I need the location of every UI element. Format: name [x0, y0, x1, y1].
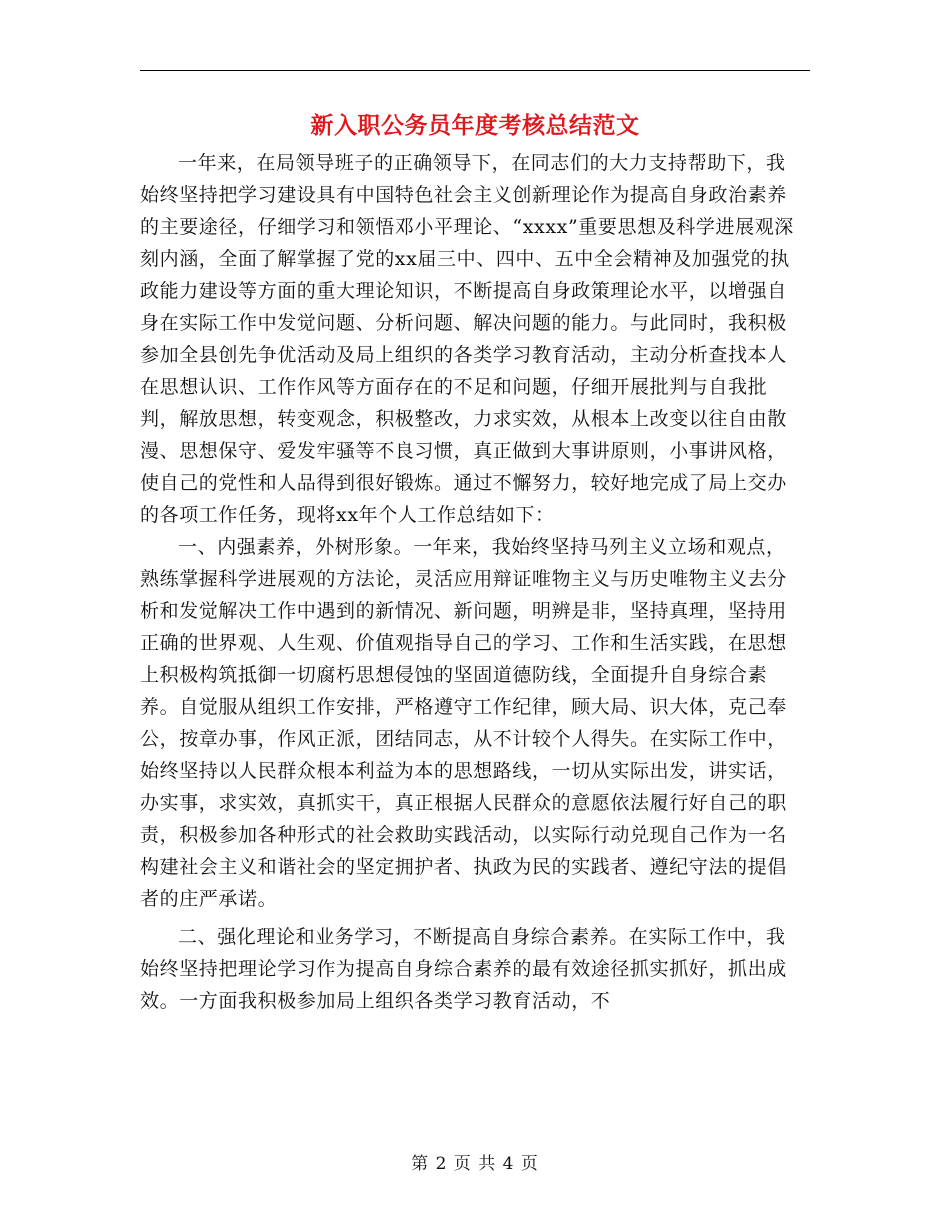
- document-title: 新入职公务员年度考核总结范文: [310, 112, 640, 139]
- header-rule: [140, 70, 810, 71]
- page-footer: 第 2 页 共 4 页: [411, 1154, 539, 1174]
- paragraph-section-1: 一、内强素养，外树形象。一年来，我始终坚持马列主义立场和观点，熟练掌握科学进展观的方法论，灵活应用辩证唯物主义与历史唯物主义去分析和发觉解决工作中遇到的新情况、新问题，明辨是非，坚持真理，坚持用正确的世界观、人生观、价值观指导自己的学习、工作和生活实践，在思想上积极构筑抵御一切腐朽思想侵蚀的坚固道德防线，全面提升自身综合素养。自觉服从组织工作安排，严格遵守工作纪律，顾大局、识大体，克己奉公，按章办事，作风正派，团结同志，从不计较个人得失。在实际工作中，始终坚持以人民群众根本利益为本的思想路线，一切从实际出发，讲实话，办实事，求实效，真抓实干，真正根据人民群众的意愿依法履行好自己的职责，积极参加各种形式的社会救助实践活动，以实际行动兑现自己作为一名构建社会主义和谐社会的坚定拥护者、执政为民的实践者、遵纪守法的提倡者的庄严承诺。: [140, 536, 787, 910]
- paragraph-intro: 一年来，在局领导班子的正确领导下，在同志们的大力支持帮助下，我始终坚持把学习建设具有中国特色社会主义创新理论作为提高自身政治素养的主要途径，仔细学习和领悟邓小平理论、“xxxx”重要思想及科学进展观深刻内涵，全面了解掌握了党的xx届三中、四中、五中全会精神及加强党的执政能力建设等方面的重大理论知识，不断提高自身政策理论水平，以增强自身在实际工作中发觉问题、分析问题、解决问题的能力。与此同时，我积极参加全县创先争优活动及局上组织的各类学习教育活动，主动分析查找本人在思想认识、工作作风等方面存在的不足和问题，仔细开展批判与自我批判，解放思想，转变观念，积极整改，力求实效，从根本上改变以往自由散漫、思想保守、爱发牢骚等不良习惯，真正做到大事讲原则，小事讲风格，使自己的党性和人品得到很好锻炼。通过不懈努力，较好地完成了局上交办的各项工作任务，现将xx年个人工作总结如下：: [140, 152, 794, 526]
- document-body: [140, 147, 800, 1017]
- paragraph-section-2: 二、强化理论和业务学习，不断提高自身综合素养。在实际工作中，我始终坚持把理论学习作为提高自身综合素养的最有效途径抓实抓好，抓出成效。一方面我积极参加局上组织各类学习教育活动，不: [140, 926, 787, 1012]
